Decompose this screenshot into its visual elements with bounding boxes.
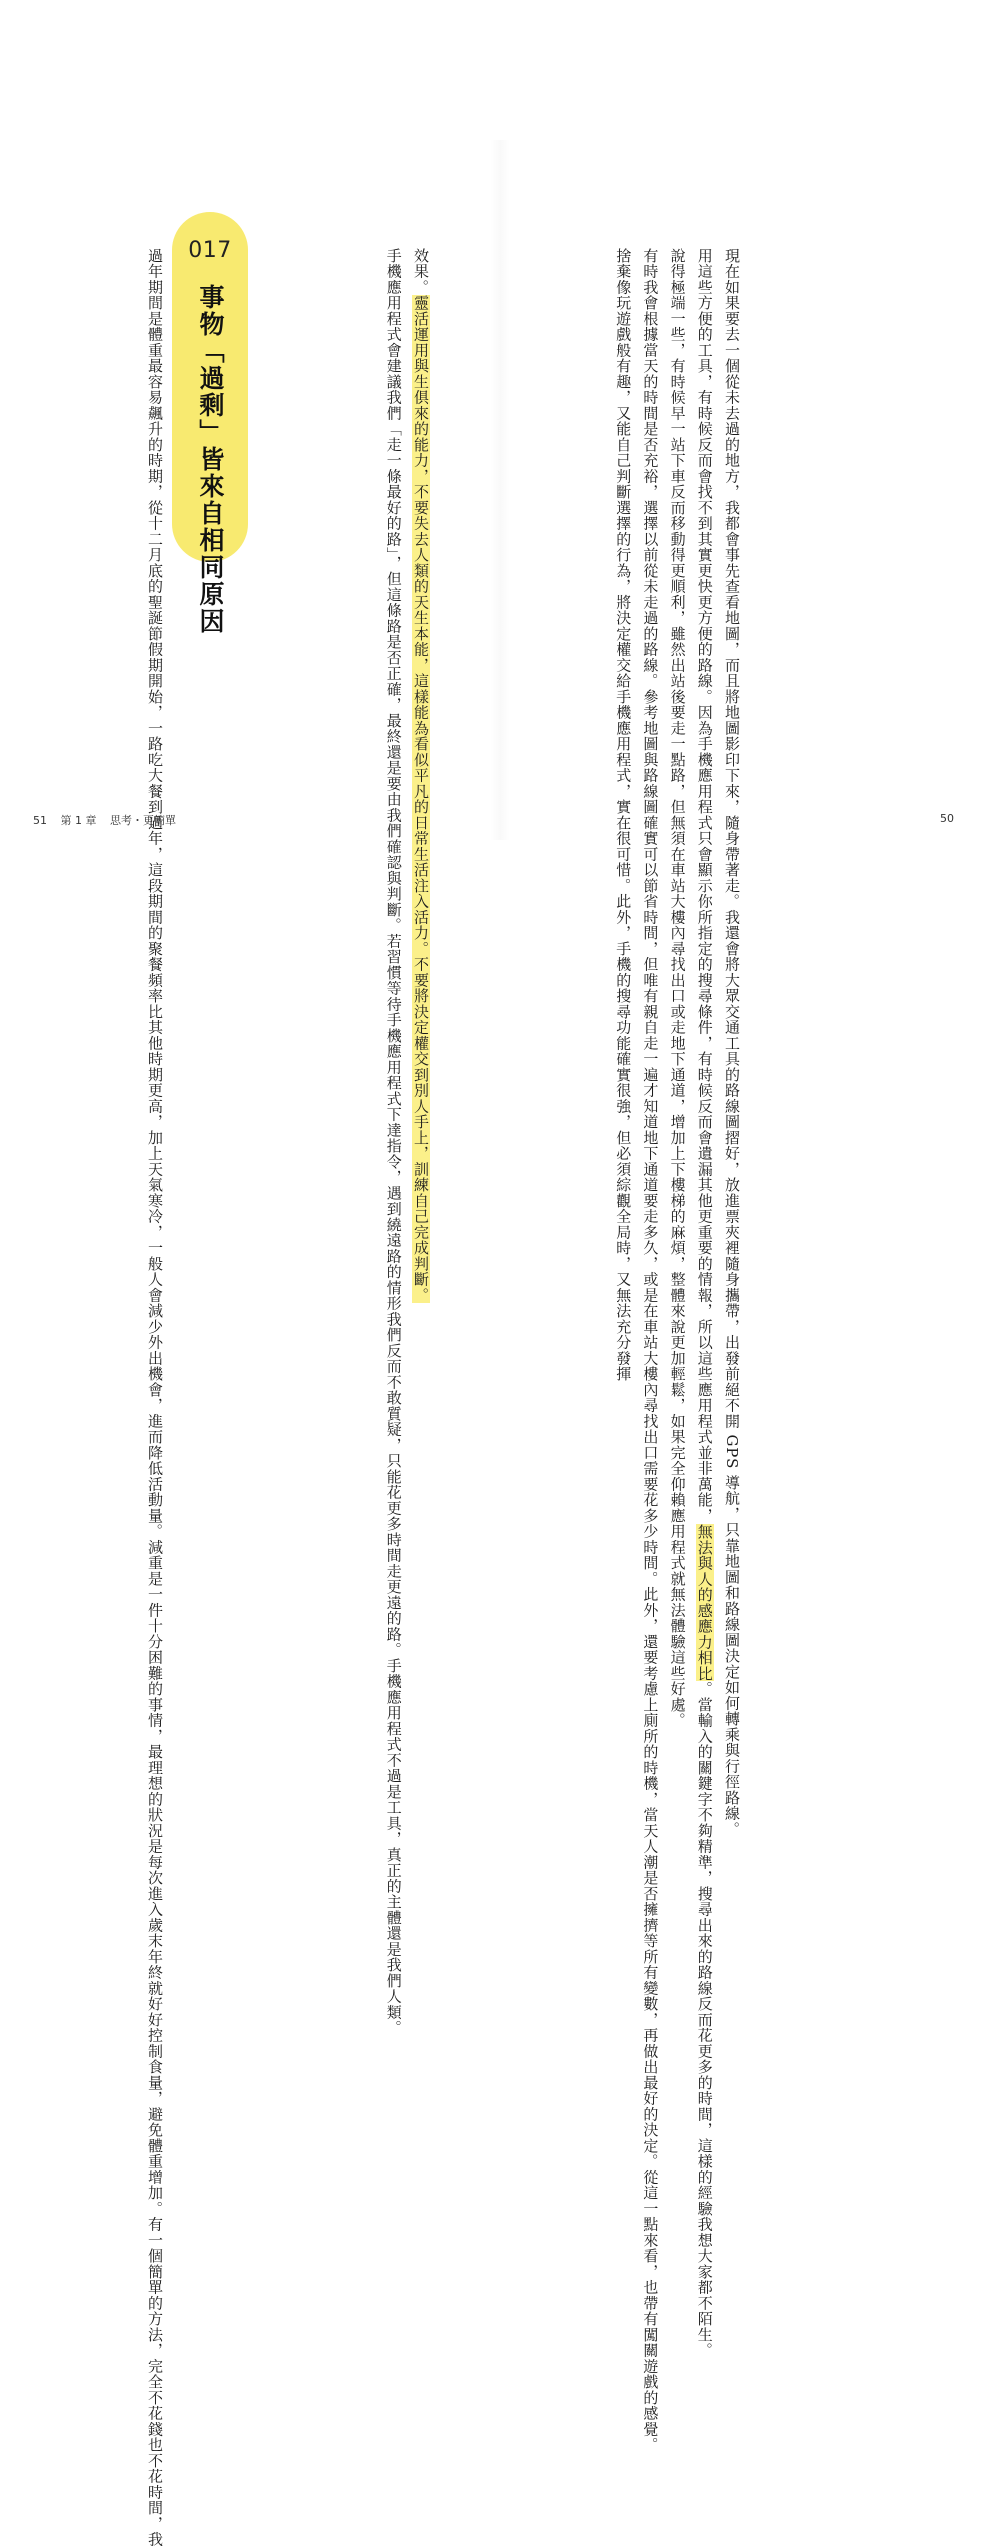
page-51-continuation [297,232,434,2036]
text-run: 捨棄像玩遊戲般有趣，又能自己判斷選擇的行為，將決定權交給手機應用程式，實在很可惜。此外，手機的搜尋功能確實很強，但必須綜觀全局時，又無法充分發揮 [614,247,633,1382]
paragraph [636,232,663,2453]
text-run: 說得極端一些，有時候早一站下車反而移動得更順利，雖然出站後要走一點路，但無須在車站大樓內尋找出口或走地下通道，增加上下樓梯的麻煩，整體來說更加輕鬆，如果完全仰賴應用程式就無法體驗這些好處。 [668,247,687,1729]
text-run: 。當輸入的關鍵字不夠精準，搜尋出來的路線反而花更多的時間，這樣的經驗我想大家都不陌生。 [695,1681,714,2359]
chapter-number: 017 [188,238,232,263]
chapter-title-badge [172,212,248,635]
chapter-label: 第 1 章 [60,814,97,827]
text-run: 用這些方便的工具，有時候反而會找不到其實更快更方便的路線。因為手機應用程式只會顯示你所指定的搜尋條件，有時候反而會遺漏其他更重要的情報，所以這些應用程式並非萬能， [695,247,714,1524]
text-run: 現在如果要去一個從未去過的地方，我都會事先查看地圖，而且將地圖影印下來，隨身帶著走。我還會將大眾交通工具的路線圖摺好，放進票夾裡隨身攜帶，出發前絕不開 GPS 導航，只靠地圖和路線圖決定如何轉乘與行徑路線。 [723,247,741,1837]
highlighted-text: 無法與人的感應力相比 [695,1523,714,1681]
paragraph [609,232,636,1382]
highlighted-text: 靈活運用與生俱來的能力，不要失去人類的天生本能，這樣能為看似平凡的日常生活注入活力。不要將決定權交到別人手上，訓練自己完成判斷。 [412,295,430,1303]
gutter [490,140,510,840]
paragraph [141,232,168,2547]
chapter-name: 思考・更簡單 [110,814,176,827]
footer-left [33,812,186,828]
page-number-right: 50 [940,812,954,825]
paragraph [718,232,745,1837]
text-run: 有時我會根據當天的時間是否充裕，選擇以前從未走過的路線。參考地圖與路線圖確實可以節省時間，但唯有親自走一遍才知道地下通道要走多久，或是在車站大樓內尋找出口需要花多少時間。此外，還要考慮上廁所的時機，當天人潮是否擁擠等所有變數，再做出最好的決定。從這一點來看，也帶有闖關遊戲的感覺。 [641,247,660,2453]
paragraph [407,232,434,1303]
page-number-left: 51 [33,814,47,827]
chapter-heading: 事物「過剩」皆來自相同原因 [196,284,225,635]
paragraph [380,232,407,2036]
paragraph [663,232,690,1729]
page-50-body [545,232,745,2453]
text-run: 手機應用程式會建議我們「走一條最好的路」，但這條路是否正確，最終還是要由我們確認與判斷。若習慣等待手機應用程式下達指令，遇到繞遠路的情形我們反而不敢質疑，只能花更多時間走更遠的路。手機應用程式不過是工具，真正的主體還是我們人類。 [384,247,403,2036]
text-run: 過年期間是體重最容易飆升的時期，從十二月底的聖誕節假期開始，一路吃大餐到過年，這段期間的聚餐頻率比其他時期更高，加上天氣寒冷，一般人會減少外出機會，進而降低活動量。減重是一件十分困難的事情，最理想的狀況是每次進入歲末年終就好好控制食量，避免體重增加。有一個簡單的方法，完全不花錢也不花時間，我 [146,247,164,2547]
paragraph [691,232,718,2359]
text-run: 效果。 [412,247,430,295]
